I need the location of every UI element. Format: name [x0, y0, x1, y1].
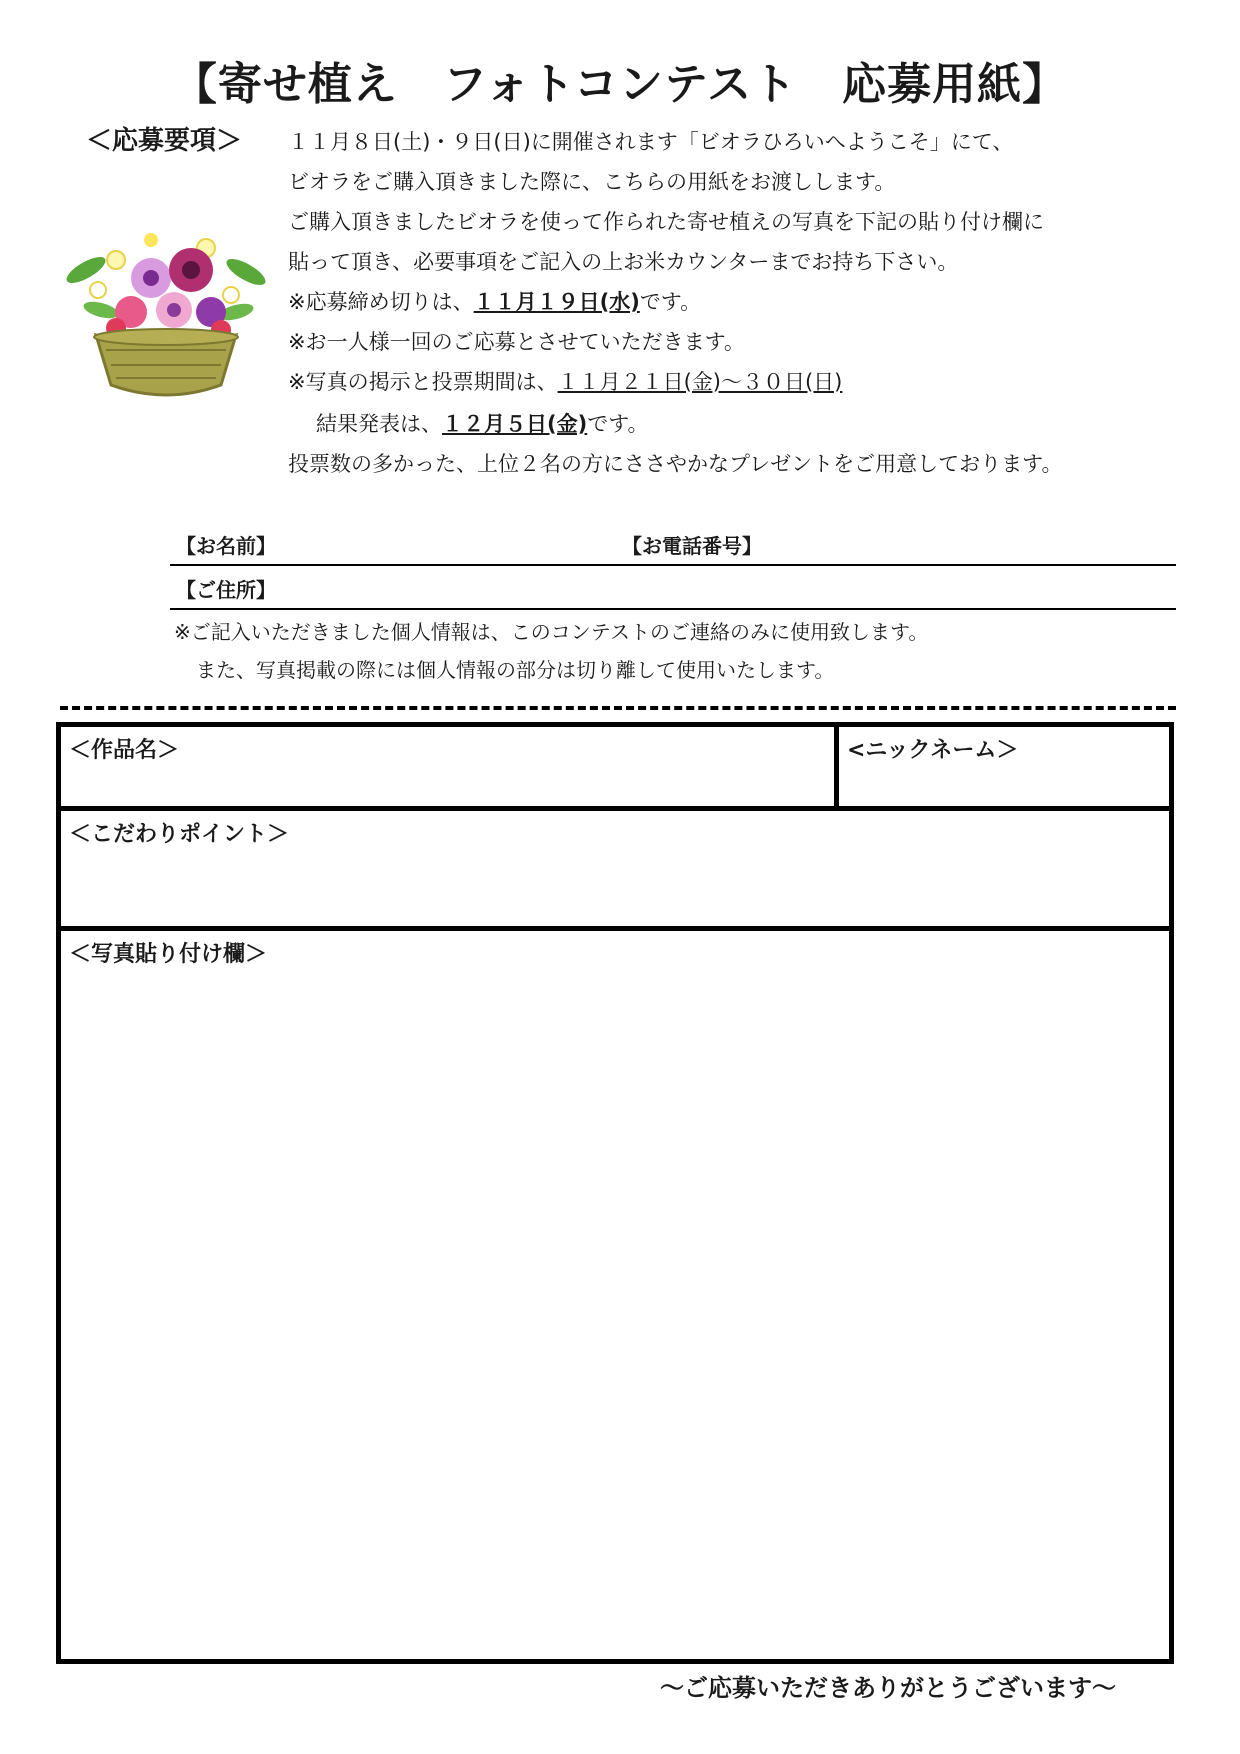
req-line-4: 貼って頂き、必要事項をご記入の上お米カウンターまでお持ち下さい。 — [288, 250, 959, 274]
period-dates: １１月２１日(金)〜３０日(日) — [557, 370, 843, 394]
work-title-box[interactable] — [56, 722, 839, 811]
req-result-line — [316, 408, 649, 438]
nickname-label: <ニックネーム＞ — [847, 738, 1019, 763]
work-title-label: ＜作品名＞ — [69, 738, 180, 763]
result-prefix: 結果発表は、 — [316, 412, 442, 436]
req-line-2: ビオラをご購入頂きました際に、こちらの用紙をお渡しします。 — [288, 170, 896, 194]
deadline-prefix: ※応募締め切りは、 — [288, 290, 474, 314]
req-line-9: 投票数の多かった、上位２名の方にささやかなプレゼントをご用意しております。 — [288, 452, 1063, 476]
name-phone-line[interactable] — [170, 564, 1176, 566]
thanks-message: 〜ご応募いただきありがとうございます〜 — [660, 1674, 1116, 1702]
address-label: 【ご住所】 — [176, 578, 276, 602]
cut-line — [60, 706, 1176, 710]
name-label: 【お名前】 — [176, 534, 276, 558]
req-period-line — [288, 366, 842, 396]
requirements-heading: ＜応募要項＞ — [86, 126, 243, 156]
address-line[interactable] — [170, 608, 1176, 610]
result-suffix: です。 — [587, 412, 649, 436]
deadline-suffix: です。 — [639, 290, 702, 314]
privacy-note-2: また、写真掲載の際には個人情報の部分は切り離して使用いたします。 — [196, 658, 835, 682]
nickname-box[interactable] — [834, 722, 1174, 811]
photo-box[interactable] — [56, 926, 1174, 1664]
points-label: ＜こだわりポイント＞ — [69, 822, 290, 847]
page-title: 【寄せ植え フォトコンテスト 応募用紙】 — [172, 59, 1068, 110]
photo-label: ＜写真貼り付け欄＞ — [69, 942, 268, 967]
req-line-1: １１月８日(土)・９日(日)に開催されます「ビオラひろいへようこそ」にて、 — [288, 130, 1014, 154]
phone-label: 【お電話番号】 — [622, 534, 762, 558]
deadline-date: １１月１９日(水) — [473, 290, 640, 314]
req-line-3: ご購入頂きましたビオラを使って作られた寄せ植えの写真を下記の貼り付け欄に — [288, 210, 1044, 234]
period-prefix: ※写真の掲示と投票期間は、 — [288, 370, 558, 394]
req-deadline-line — [288, 286, 701, 316]
points-box[interactable] — [56, 806, 1174, 931]
result-date: １２月５日(金) — [442, 412, 588, 436]
req-line-6: ※お一人様一回のご応募とさせていただきます。 — [288, 330, 745, 354]
privacy-note-1: ※ご記入いただきました個人情報は、このコンテストのご連絡のみに使用致します。 — [174, 620, 929, 644]
flower-basket-illustration — [56, 200, 276, 420]
